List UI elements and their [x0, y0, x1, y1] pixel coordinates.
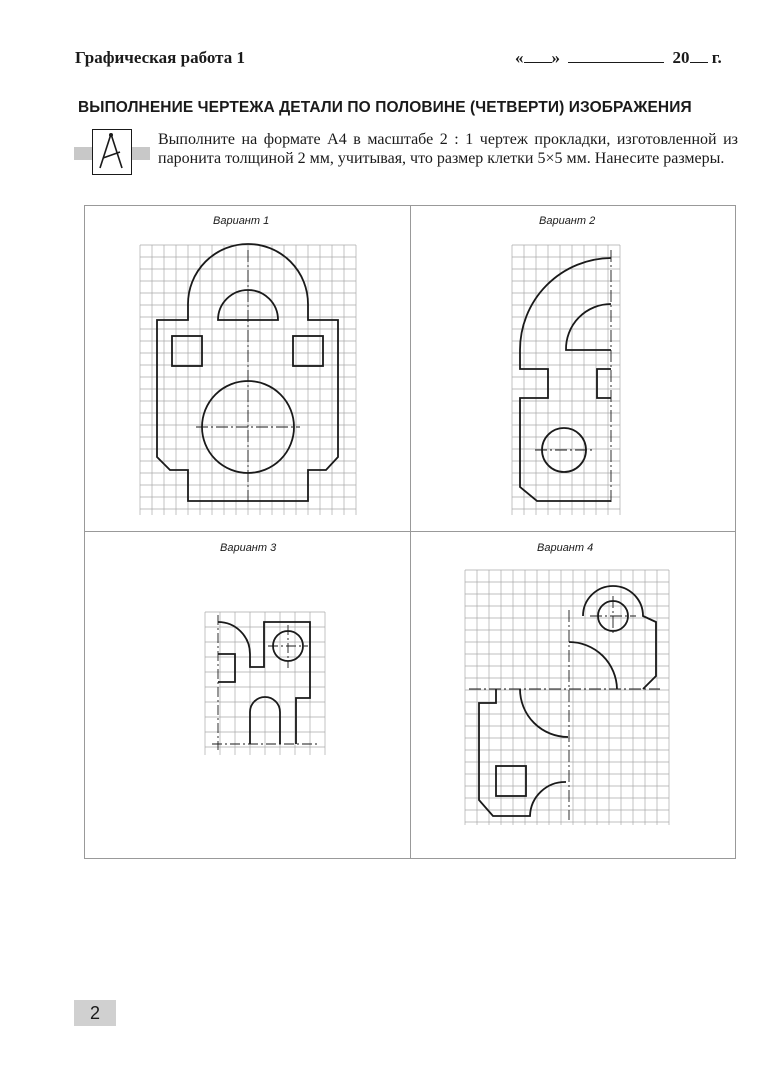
- variant-2-label: Вариант 2: [539, 215, 596, 227]
- page-title: ВЫПОЛНЕНИЕ ЧЕРТЕЖА ДЕТАЛИ ПО ПОЛОВИНЕ (ЧЕТВЕРТИ) ИЗОБРАЖЕНИЯ: [78, 99, 692, 116]
- page-number: 2: [74, 1000, 116, 1026]
- date-close-quote: »: [551, 48, 560, 67]
- work-title: Графическая работа 1: [75, 48, 245, 67]
- variant-4-label: Вариант 4: [537, 542, 594, 554]
- year-suffix: г.: [711, 48, 722, 67]
- task-text: Выполните на формате А4 в масштабе 2 : 1 чертеж прокладки, изготовленной из паронита толщиной 2 мм, учитывая, что размер клетки 5×5 мм. Нанесите размеры.: [158, 131, 738, 167]
- year-prefix: 20: [672, 48, 690, 67]
- variant-1-label: Вариант 1: [213, 215, 270, 227]
- variant-3-label: Вариант 3: [220, 542, 277, 554]
- date-open-quote: «: [515, 48, 524, 67]
